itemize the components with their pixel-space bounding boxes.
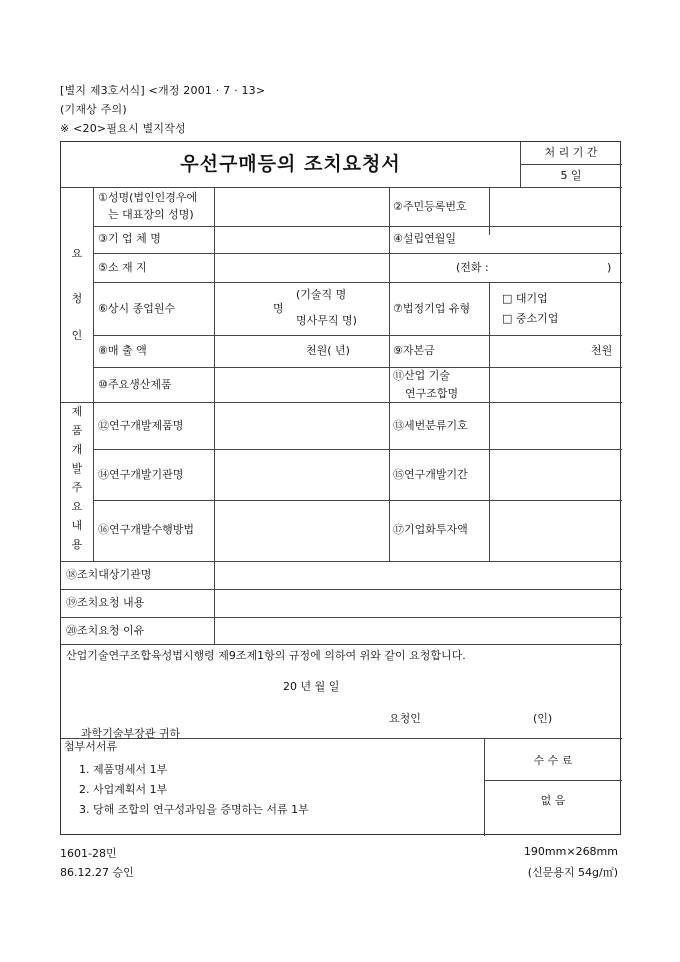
fee-label: 수 수 료 [533, 754, 573, 767]
requester-label: 요청인 [389, 712, 421, 725]
technical-staff-label: (기술직 명 [296, 288, 347, 301]
attachment-item: 3. 당해 조합의 연구성과임을 증명하는 서류 1부 [79, 803, 309, 816]
form-title: 우선구매등의 조치요청서 [180, 153, 401, 175]
footer-form-code: 1601-28민 [60, 847, 117, 860]
fee-value: 없 음 [540, 794, 566, 807]
research-association-label: ⑪산업 기술 [393, 369, 451, 382]
address-label: ⑤소 재 지 [98, 261, 147, 274]
sales-label: ⑧매 출 액 [98, 344, 147, 357]
processing-period-value: 5 일 [560, 169, 582, 182]
sme-checkbox[interactable]: □ 중소기업 [502, 312, 559, 325]
request-content-label: ⑲조치요청 내용 [66, 596, 145, 609]
request-form [60, 141, 621, 835]
rd-product-label: ⑫연구개발제품명 [98, 419, 184, 432]
attachment-item: 1. 제품명세서 1부 [79, 763, 168, 776]
addressee: 과학기술부장관 귀하 [81, 727, 181, 740]
employees-unit: 명 [273, 302, 284, 315]
attachments-title: 첨부서서류 [64, 740, 118, 753]
footer-paper-size: 190mm×268mm [523, 845, 618, 858]
section-requester-char: 인 [71, 329, 83, 342]
sales-unit: 천원( 년) [306, 344, 350, 357]
phone-label: (전화 : [456, 261, 489, 274]
resident-number-label: ②주민등록번호 [393, 200, 467, 213]
name-label: ①성명(법인인경우에 [98, 191, 198, 204]
capital-label: ⑨자본금 [393, 344, 435, 357]
seal-mark: (인) [533, 712, 553, 725]
section-product-char: 내 [71, 519, 83, 532]
footer-approval: 86.12.27 승인 [60, 866, 134, 879]
footer-paper-type: (신문용지 54g/㎡) [527, 866, 618, 879]
tariff-code-label: ⑬세번분류기호 [393, 419, 468, 432]
main-products-label: ⑩주요생산제품 [98, 378, 172, 391]
rd-period-label: ⑮연구개발기간 [393, 468, 468, 481]
section-product-char: 제 [71, 405, 83, 418]
attachment-item: 2. 사업계획서 1부 [79, 783, 168, 796]
company-type-label: ⑦법정기업 유형 [393, 302, 471, 315]
large-company-checkbox[interactable]: □ 대기업 [502, 292, 548, 305]
attachment-note-line: ※ <20>필요시 별지작성 [60, 122, 186, 135]
section-product-char: 주 [71, 481, 83, 494]
established-date-label: ④설립연월일 [393, 232, 456, 245]
section-requester-char: 청 [71, 292, 83, 305]
company-name-label: ③기 업 체 명 [98, 232, 161, 245]
rd-institution-label: ⑭연구개발기관명 [98, 468, 184, 481]
processing-period-label: 처 리 기 간 [544, 146, 598, 159]
target-agency-label: ⑱조치대상기관명 [66, 568, 152, 581]
notes-line: (기재상 주의) [60, 103, 127, 116]
section-product-char: 요 [71, 500, 83, 513]
statement-text: 산업기술연구조합육성법시행령 제9조제1항의 규정에 의하여 위와 같이 요청합니다. [66, 649, 466, 662]
investment-label: ⑰기업화투자액 [393, 523, 468, 536]
phone-close: ) [607, 261, 612, 274]
section-requester-char: 요 [71, 247, 83, 260]
date-line: 20 년 월 일 [283, 680, 340, 693]
research-association-label-cont: 연구조합명 [405, 387, 459, 400]
request-reason-label: ⑳조치요청 이유 [66, 624, 145, 637]
section-product-char: 발 [71, 462, 83, 475]
section-product-char: 개 [71, 443, 83, 456]
employees-label: ⑥상시 종업원수 [98, 302, 176, 315]
capital-unit: 천원 [591, 344, 613, 357]
form-number-line: [별지 제3호서식] <개정 2001 · 7 · 13> [60, 84, 266, 97]
section-product-char: 품 [71, 424, 83, 437]
office-staff-label: 명사무직 명) [296, 314, 357, 327]
rd-method-label: ⑯연구개발수행방법 [98, 523, 195, 536]
name-label-cont: 는 대표장의 성명) [108, 208, 194, 221]
section-product-char: 용 [71, 538, 83, 551]
